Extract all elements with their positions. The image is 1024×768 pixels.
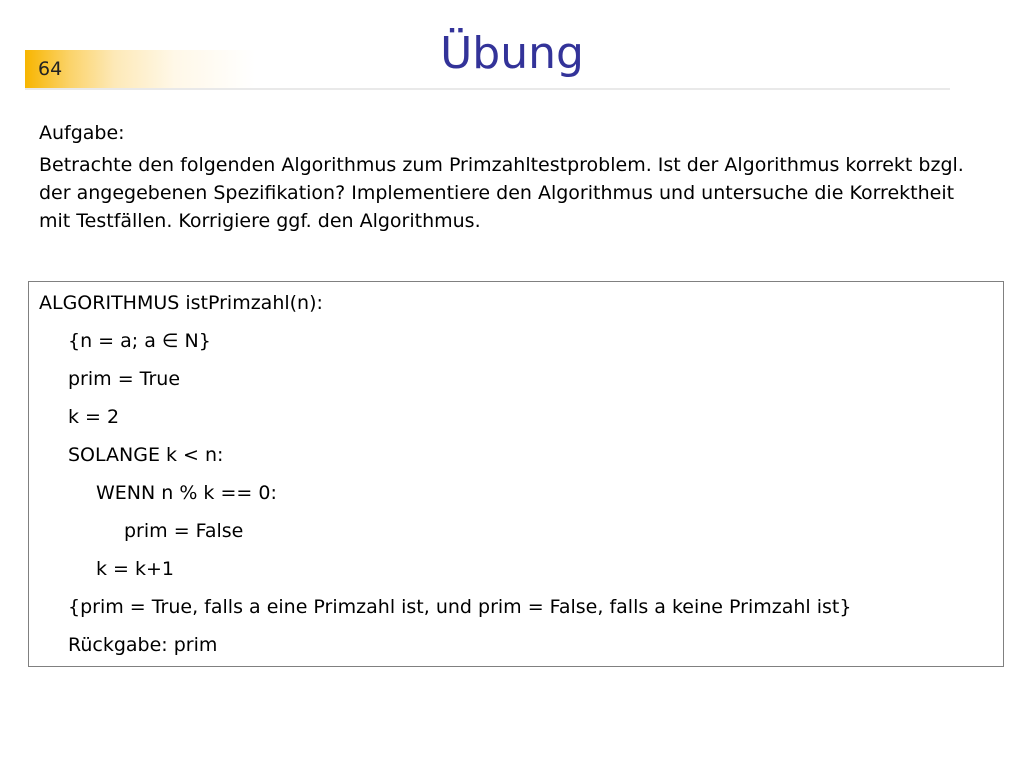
slide-title: Übung xyxy=(440,28,584,79)
precondition-line: {n = a; a ∈ N} xyxy=(68,330,211,352)
code-line: k = k+1 xyxy=(96,558,175,580)
code-line: prim = False xyxy=(124,520,244,542)
postcondition-line: {prim = True, falls a eine Primzahl ist, und prim = False, falls a keine Primzahl ist} xyxy=(68,596,852,618)
algorithm-header: ALGORITHMUS istPrimzahl(n): xyxy=(39,292,323,314)
return-line: Rückgabe: prim xyxy=(68,634,218,656)
task-description: Betrachte den folgenden Algorithmus zum Primzahltestproblem. Ist der Algorithmus korrekt bzgl. der angegebenen Spezifikation? Implementiere den Algorithmus und untersuche die Korrektheit mit Testfällen. Korrigiere ggf. den Algorithmus. xyxy=(39,154,964,232)
code-line: prim = True xyxy=(68,368,181,390)
task-label: Aufgabe: xyxy=(39,122,125,144)
code-line: k = 2 xyxy=(68,406,120,428)
loop-line: SOLANGE k < n: xyxy=(68,444,224,466)
page-number: 64 xyxy=(38,58,63,80)
condition-line: WENN n % k == 0: xyxy=(96,482,277,504)
